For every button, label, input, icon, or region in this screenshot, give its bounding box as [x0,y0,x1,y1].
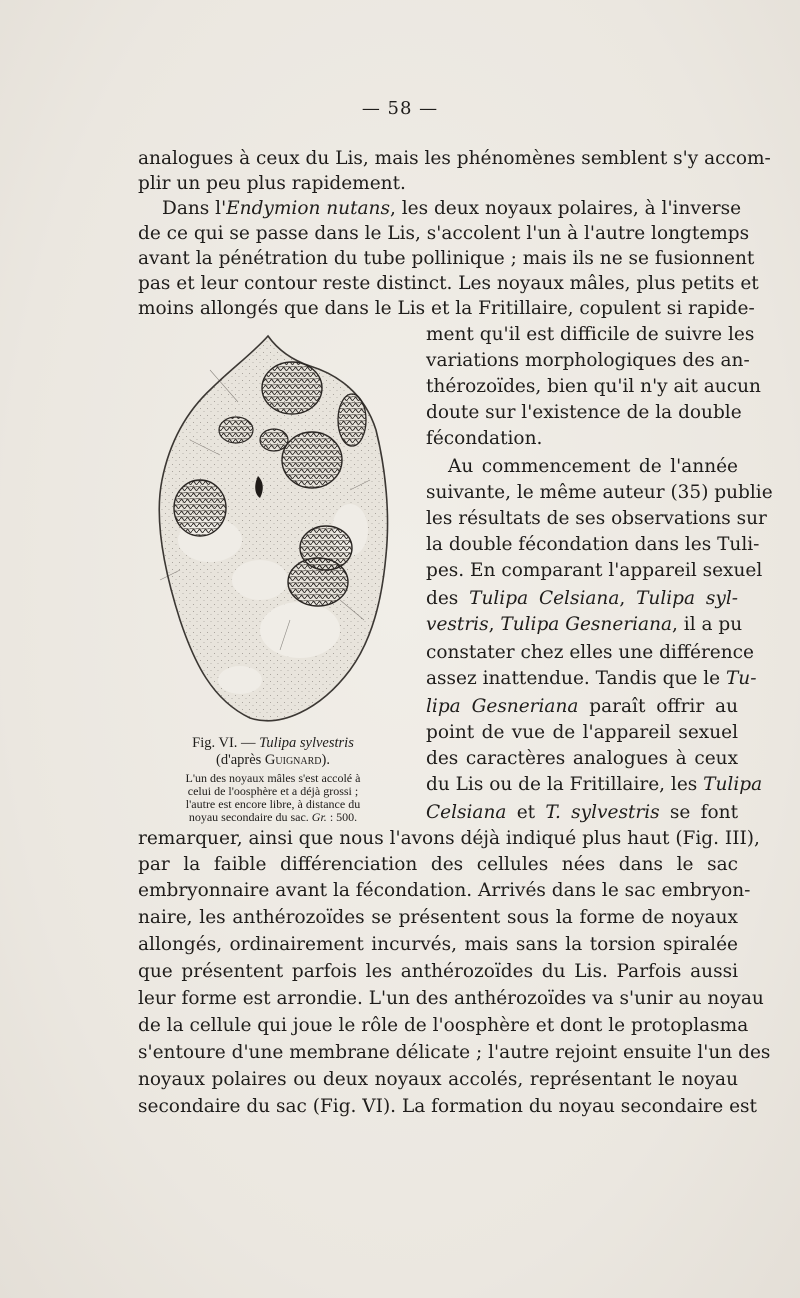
text-line: s'entoure d'une membrane délicate ; l'autre rejoint ensuite l'un des [138,1042,771,1063]
vacuole [260,602,340,658]
text-line: doute sur l'existence de la double [426,402,742,423]
text-line: suivante, le même auteur (35) publie [426,482,773,503]
page-number: — 58 — [361,98,439,119]
text-line: remarquer, ainsi que nous l'avons déjà indiqué plus haut (Fig. III), [138,828,760,849]
figure-legend-line: noyau secondaire du sac. Gr. : 500. [188,810,358,824]
nucleus-left [174,480,226,536]
text-line: assez inattendue. Tandis que le Tu- [426,668,757,689]
text-line: pas et leur contour reste distinct. Les noyaux mâles, plus petits et [138,273,759,294]
text-line: Dans l'Endymion nutans, les deux noyaux polaires, à l'inverse [162,198,742,219]
vacuole [232,560,288,600]
figure-caption-title: Fig. VI. — Tulipa sylvestris [192,735,354,751]
nucleus-pair [288,558,348,606]
text-line: avant la pénétration du tube pollinique ; mais ils ne se fusionnent [138,248,755,269]
figure-legend-line: celui de l'oosphère et a déjà grossi ; [187,784,359,798]
text-line: moins allongés que dans le Lis et la Fritillaire, copulent si rapide- [138,298,755,319]
text-line: lipa Gesneriana paraît offrir au [426,696,739,717]
figure-caption-source: (d'après Guignard). [216,752,330,768]
text-line: de ce qui se passe dans le Lis, s'accolent l'un à l'autre longtemps [138,223,750,244]
figure-legend-line: l'autre est encore libre, à distance du [185,797,361,811]
text-line: analogues à ceux du Lis, mais les phénomènes semblent s'y accom- [138,148,771,169]
text-line: allongés, ordinairement incurvés, mais sans la torsion spiralée [138,934,738,955]
embryo-sac-illustration [150,330,410,730]
text-line: que présentent parfois les anthérozoïdes du Lis. Parfois aussi [138,961,738,982]
text-line: fécondation. [426,428,543,449]
text-line: ment qu'il est difficile de suivre les [426,324,755,345]
text-line: leur forme est arrondie. L'un des anthérozoïdes va s'unir au noyau [138,988,764,1009]
text-line: naire, les anthérozoïdes se présentent sous la forme de noyaux [138,907,738,928]
text-line: par la faible différenciation des cellules nées dans le sac [138,854,738,875]
figure-legend-line: L'un des noyaux mâles s'est accolé à [185,771,361,785]
nucleus-right [338,394,366,446]
text-line: secondaire du sac (Fig. VI). La formation du noyau secondaire est [138,1096,757,1117]
text-line: Celsiana et T. sylvestris se font [426,802,739,823]
text-line: les résultats de ses observations sur [426,508,767,529]
text-line: embryonnaire avant la fécondation. Arrivés dans le sac embryon- [138,880,751,901]
text-line: la double fécondation dans les Tuli- [426,534,760,555]
text-line: vestris, Tulipa Gesneriana, il a pu [426,614,743,635]
text-line: des Tulipa Celsiana, Tulipa syl- [426,588,739,609]
text-line: constater chez elles une différence [426,642,754,663]
text-line: thérozoïdes, bien qu'il n'y ait aucun [426,376,761,397]
vacuole [218,666,262,694]
nucleus-central [282,432,342,488]
text-line: Au commencement de l'année [448,456,738,477]
text-line: du Lis ou de la Fritillaire, les Tulipa [426,774,763,795]
text-line: noyaux polaires ou deux noyaux accolés, représentant le noyau [138,1069,738,1090]
text-line: pes. En comparant l'appareil sexuel [426,560,763,581]
text-line: des caractères analogues à ceux [426,748,738,769]
nucleus-small [219,417,253,443]
nucleus-upper [262,362,322,414]
text-line: de la cellule qui joue le rôle de l'oosphère et dont le protoplasma [138,1015,749,1036]
text-line: variations morphologiques des an- [426,350,750,371]
nucleus-small [260,429,288,451]
text-line: point de vue de l'appareil sexuel [426,722,738,743]
text-line: plir un peu plus rapidement. [138,173,406,194]
